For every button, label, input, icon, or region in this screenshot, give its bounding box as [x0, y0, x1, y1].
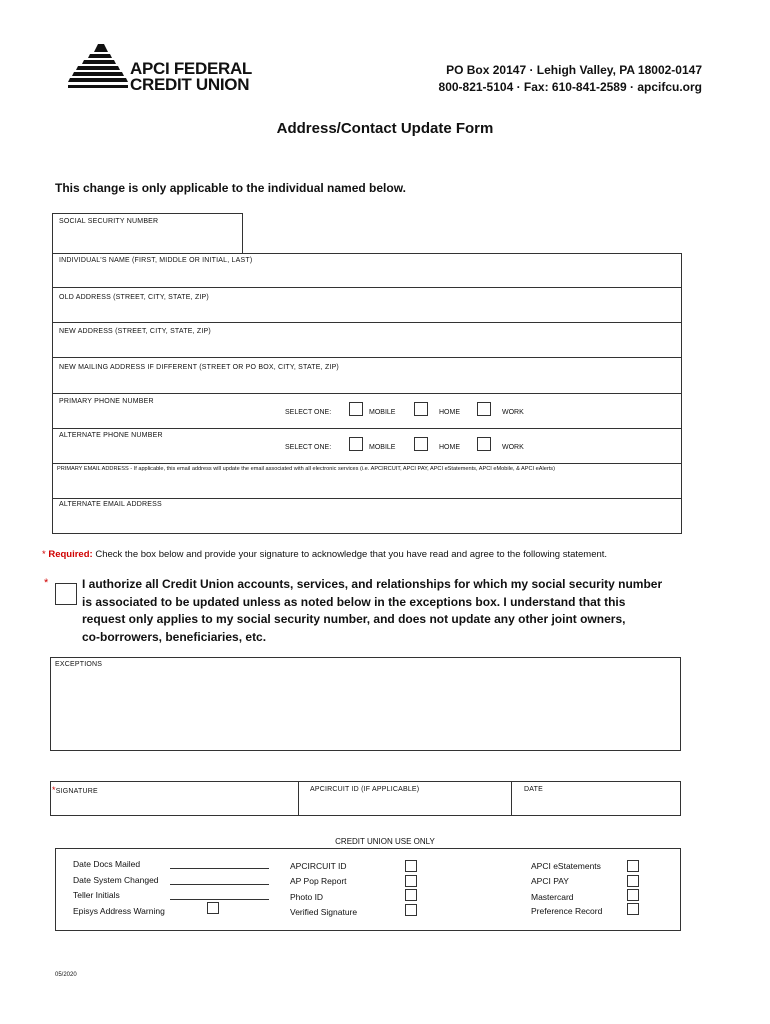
alternate-email-label: ALTERNATE EMAIL ADDRESS — [59, 501, 162, 508]
required-notice — [42, 549, 607, 560]
new-mailing-address-label: NEW MAILING ADDRESS IF DIFFERENT (STREET OR PO BOX, CITY, STATE, ZIP) — [59, 364, 339, 371]
primary-work-label: WORK — [502, 409, 524, 416]
alternate-phone-label: ALTERNATE PHONE NUMBER — [59, 432, 163, 439]
cu-date-docs-mailed-line[interactable] — [170, 868, 269, 869]
new-address-label: NEW ADDRESS (STREET, CITY, STATE, ZIP) — [59, 328, 211, 335]
cu-teller-initials-label: Teller Initials — [73, 890, 120, 900]
alternate-mobile-checkbox[interactable] — [349, 437, 363, 451]
cu-use-title: CREDIT UNION USE ONLY — [335, 837, 435, 846]
primary-phone-label: PRIMARY PHONE NUMBER — [59, 398, 154, 405]
cu-preference-record-label: Preference Record — [531, 906, 603, 916]
cu-apci-estatements-label: APCI eStatements — [531, 861, 601, 871]
logo-mark-icon — [68, 44, 128, 90]
cu-apcircuit-id-checkbox[interactable] — [405, 860, 417, 872]
cu-photo-id-checkbox[interactable] — [405, 889, 417, 901]
primary-select-one-label: SELECT ONE: — [285, 409, 332, 416]
primary-work-checkbox[interactable] — [477, 402, 491, 416]
cu-apci-pay-label: APCI PAY — [531, 876, 569, 886]
cu-mastercard-label: Mastercard — [531, 892, 574, 902]
required-label: Required: — [48, 549, 93, 560]
alternate-work-checkbox[interactable] — [477, 437, 491, 451]
cu-verified-signature-label: Verified Signature — [290, 907, 358, 917]
intro-text: This change is only applicable to the individual named below. — [55, 181, 406, 195]
cu-preference-record-checkbox[interactable] — [627, 903, 639, 915]
primary-home-label: HOME — [439, 409, 460, 416]
name-label: INDIVIDUAL'S NAME (FIRST, MIDDLE OR INITIAL, LAST) — [59, 257, 253, 264]
primary-mobile-checkbox[interactable] — [349, 402, 363, 416]
form-revision-date: 05/2020 — [55, 972, 77, 978]
signature-star: * — [52, 785, 56, 795]
alternate-work-label: WORK — [502, 444, 524, 451]
alternate-home-checkbox[interactable] — [414, 437, 428, 451]
apcircuit-id-label: APCIRCUIT ID (IF APPLICABLE) — [310, 786, 420, 793]
alternate-mobile-label: MOBILE — [369, 444, 396, 451]
signature-label-text: SIGNATURE — [55, 788, 98, 795]
authorization-star: * — [44, 577, 49, 589]
primary-home-checkbox[interactable] — [414, 402, 428, 416]
phone-fax-web: 800-821-5104 · Fax: 610-841-2589 · apcifcu.org — [438, 80, 702, 94]
contact-info — [439, 62, 702, 96]
cu-episys-warning-label: Episys Address Warning — [73, 906, 165, 916]
cu-apci-estatements-checkbox[interactable] — [627, 860, 639, 872]
cu-mastercard-checkbox[interactable] — [627, 889, 639, 901]
authorization-statement — [82, 576, 682, 646]
exceptions-label: EXCEPTIONS — [55, 661, 103, 668]
cu-teller-initials-line[interactable] — [170, 899, 269, 900]
cu-apci-pay-checkbox[interactable] — [627, 875, 639, 887]
cu-ap-pop-report-checkbox[interactable] — [405, 875, 417, 887]
alternate-home-label: HOME — [439, 444, 460, 451]
cu-episys-warning-checkbox[interactable] — [207, 902, 219, 914]
cu-date-system-changed-label: Date System Changed — [73, 875, 159, 885]
primary-email-label: PRIMARY EMAIL ADDRESS - If applicable, this email address will update the email associated with all electronic services (i.e. APCIRCUIT, APCI PAY, APCI eStatements, APCI eMobile, & APCI eAlerts) — [57, 466, 555, 472]
ssn-label: SOCIAL SECURITY NUMBER — [59, 218, 159, 225]
required-text: Check the box below and provide your signature to acknowledge that you have read and agree to the following statement. — [95, 549, 608, 560]
required-star: * — [42, 549, 46, 560]
authorization-line2: is associated to be updated unless as noted below in the exceptions box. I understand that this — [82, 594, 626, 609]
authorization-line3: request only applies to my social security number, and does not update any other joint owners, — [82, 612, 626, 626]
logo-text-line2: CREDIT UNION — [130, 75, 250, 94]
alternate-select-one-label: SELECT ONE: — [285, 444, 332, 451]
signature-label — [52, 785, 98, 795]
cu-date-system-changed-line[interactable] — [170, 884, 269, 885]
exceptions-box[interactable] — [50, 657, 681, 751]
form-title: Address/Contact Update Form — [276, 120, 494, 137]
authorization-line1: I authorize all Credit Union accounts, services, and relationships for which my social security number — [82, 577, 663, 591]
cu-date-docs-mailed-label: Date Docs Mailed — [73, 859, 141, 869]
cu-photo-id-label: Photo ID — [290, 892, 324, 902]
cu-ap-pop-report-label: AP Pop Report — [290, 876, 347, 886]
date-label: DATE — [524, 786, 543, 793]
primary-mobile-label: MOBILE — [369, 409, 396, 416]
cu-verified-signature-checkbox[interactable] — [405, 904, 417, 916]
postal-address: PO Box 20147 · Lehigh Valley, PA 18002-0147 — [446, 63, 702, 77]
old-address-label: OLD ADDRESS (STREET, CITY, STATE, ZIP) — [59, 294, 209, 301]
logo-text-line1: APCI FEDERAL — [130, 59, 253, 78]
authorization-line4: co-borrowers, beneficiaries, etc. — [82, 629, 267, 644]
authorization-checkbox[interactable] — [55, 583, 77, 605]
cu-apcircuit-id-label: APCIRCUIT ID — [290, 861, 347, 871]
